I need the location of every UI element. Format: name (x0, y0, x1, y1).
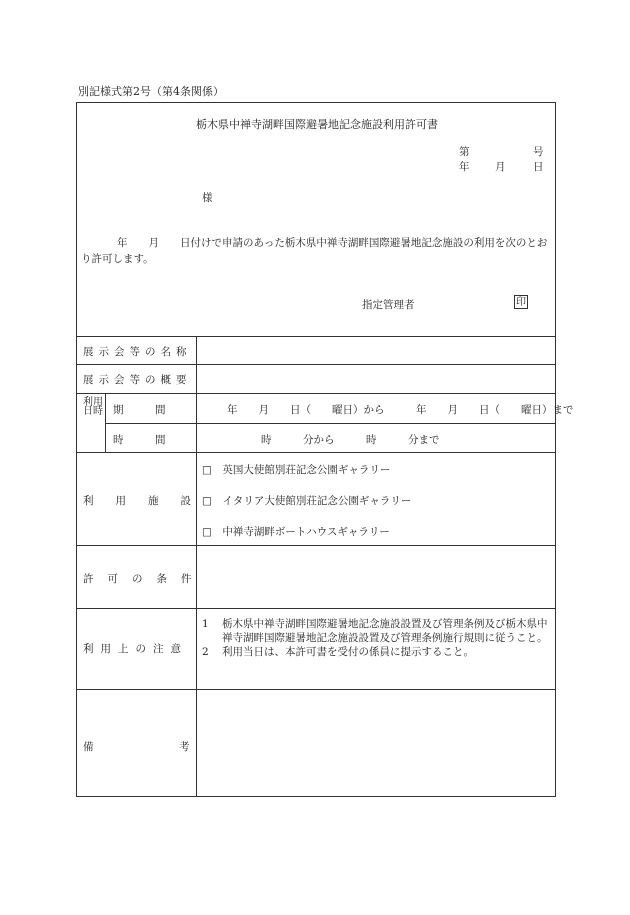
date-month: 月 (495, 161, 506, 173)
permission-statement (81, 235, 553, 267)
time-value: 時 分から 時 分まで (261, 434, 440, 446)
number-suffix: 号 (533, 146, 544, 158)
date-year: 年 (459, 161, 470, 173)
note-text: 栃木県中禅寺湖畔国際避暑地記念施設設置及び管理条例及び栃木県中禅寺湖畔国際避暑地記念施設設置及び管理条例施行規則に従うこと。 (222, 618, 548, 644)
divider (77, 689, 555, 690)
divider (77, 336, 555, 337)
divider (77, 545, 555, 546)
exhibition-name-label: 展示会等の名称 (83, 346, 192, 358)
number-prefix: 第 (459, 146, 470, 158)
seal-mark: 印 (516, 297, 526, 308)
period-value: 年 月 日（ 曜日）から 年 月 日（ 曜日）まで (227, 404, 574, 416)
period-label: 期 間 (113, 404, 166, 416)
note-item (202, 645, 554, 659)
document-title: 栃木県中禅寺湖畔国際避暑地記念施設利用許可書 (196, 118, 438, 131)
facility-option-boathouse[interactable]: □ 中禅寺湖畔ボートハウスギャラリー (202, 526, 390, 538)
divider (77, 452, 555, 453)
divider (105, 423, 555, 424)
note-number: 1 (202, 618, 209, 630)
usage-datetime-label: 利用日時 (83, 397, 103, 417)
column-divider (196, 336, 197, 796)
note-item (202, 617, 554, 645)
permit-form (76, 102, 574, 797)
facility-option-italian[interactable]: □ イタリア大使館別荘記念公園ギャラリー (202, 495, 412, 507)
usage-notes (202, 617, 554, 659)
addressee-suffix: 様 (202, 192, 213, 204)
notes-label: 利用上の注意 (83, 643, 188, 655)
remarks-label-first: 備 (83, 741, 94, 753)
divider (77, 364, 555, 365)
time-label: 時 間 (113, 434, 166, 446)
form-reference: 別記様式第2号（第4条関係） (78, 85, 224, 98)
permission-statement-text: 年 月 日付けで申請のあった栃木県中禅寺湖畔国際避暑地記念施設の利用を次のとおり許可します。 (81, 237, 548, 265)
designated-manager-label: 指定管理者 (362, 299, 415, 311)
facility-label: 利用施設 (83, 495, 213, 507)
column-divider (105, 393, 106, 452)
conditions-label: 許可の条件 (83, 573, 206, 585)
note-text: 利用当日は、本許可書を受付の係員に提示すること。 (222, 646, 474, 658)
facility-option-british[interactable]: □ 英国大使館別荘記念公園ギャラリー (202, 464, 391, 476)
remarks-label-second: 考 (179, 741, 190, 753)
divider (77, 608, 555, 609)
note-number: 2 (202, 646, 209, 658)
date-day: 日 (533, 161, 544, 173)
exhibition-summary-label: 展示会等の概要 (83, 374, 192, 386)
divider (77, 393, 555, 394)
